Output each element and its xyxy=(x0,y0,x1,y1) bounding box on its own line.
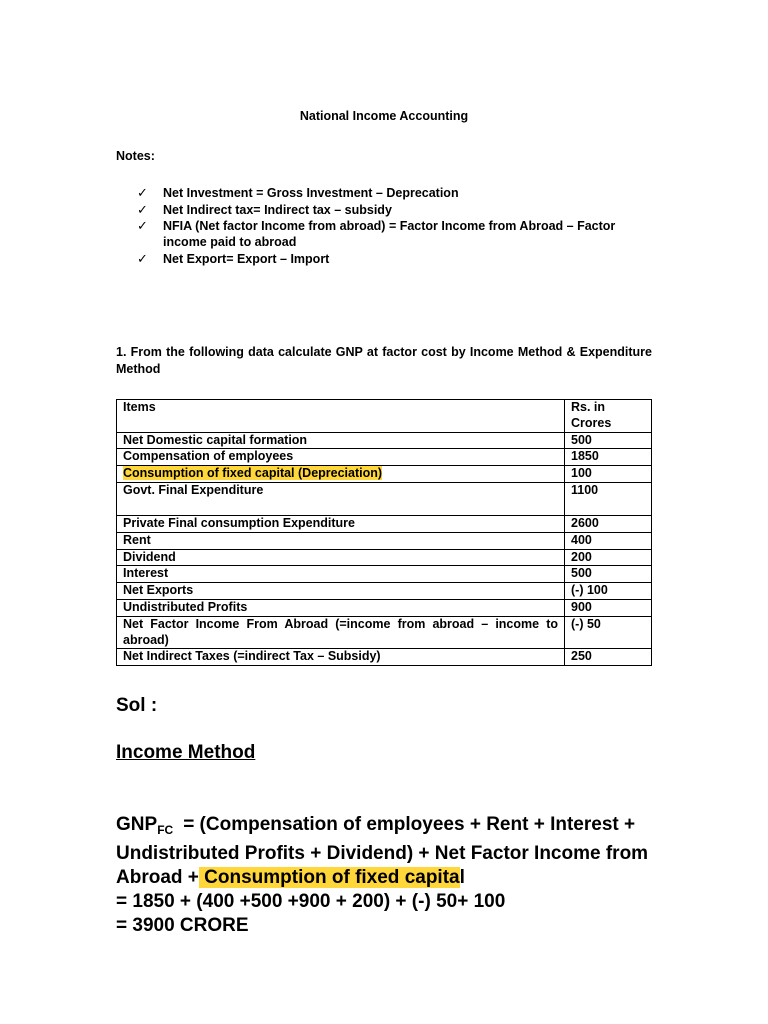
list-item xyxy=(137,185,657,201)
row-value: 100 xyxy=(565,466,652,483)
checkmark-icon: ✓ xyxy=(137,250,148,266)
list-item xyxy=(137,202,657,218)
list-item xyxy=(137,218,657,250)
checkmark-icon: ✓ xyxy=(137,218,148,233)
checkmark-icon: ✓ xyxy=(137,201,148,217)
header-items: Items xyxy=(117,400,565,433)
list-item xyxy=(137,251,657,267)
row-value: 2600 xyxy=(565,515,652,532)
gnp-symbol: GNP xyxy=(116,814,158,835)
method-title: Income Method xyxy=(116,742,256,763)
row-item: Net Exports xyxy=(117,583,565,600)
table-row xyxy=(117,466,652,483)
note-text: Net Investment = Gross Investment – Deprecation xyxy=(163,186,459,200)
table-row xyxy=(117,549,652,566)
table-row xyxy=(117,566,652,583)
formula-result: = 3900 CRORE xyxy=(116,915,249,936)
row-item: Compensation of employees xyxy=(117,449,565,466)
gnp-subscript: FC xyxy=(157,823,174,837)
row-item: Interest xyxy=(117,566,565,583)
row-item: Private Final consumption Expenditure xyxy=(117,515,565,532)
table-row xyxy=(117,532,652,549)
table-row xyxy=(117,649,652,666)
data-table xyxy=(116,399,652,666)
table-row xyxy=(117,449,652,466)
table-row xyxy=(117,482,652,515)
row-value: 1850 xyxy=(565,449,652,466)
row-item: Net Factor Income From Abroad (=income from abroad – income to abroad) xyxy=(117,616,565,649)
row-value: 500 xyxy=(565,432,652,449)
row-item: Rent xyxy=(117,532,565,549)
row-value: (-) 100 xyxy=(565,583,652,600)
row-item: Undistributed Profits xyxy=(117,599,565,616)
row-item: Net Indirect Taxes (=indirect Tax – Subsidy) xyxy=(117,649,565,666)
row-value: 250 xyxy=(565,649,652,666)
table-row xyxy=(117,616,652,649)
note-text: NFIA (Net factor Income from abroad) = Factor Income from Abroad – Factor income paid to abroad xyxy=(163,219,616,249)
formula-line-1 xyxy=(116,813,656,890)
formula-text: = (Compensation of employees + Rent + Interest + Undistributed Profits + Dividend) + Net Factor Income from Abroad + xyxy=(116,814,649,888)
row-value: 400 xyxy=(565,532,652,549)
checkmark-icon: ✓ xyxy=(137,185,148,200)
row-value: (-) 50 xyxy=(565,616,652,649)
row-value: 500 xyxy=(565,566,652,583)
highlighted-text: Consumption of fixed capital (Depreciation) xyxy=(123,466,383,481)
note-text: Net Indirect tax= Indirect tax – subsidy xyxy=(163,202,392,217)
row-item: Net Domestic capital formation xyxy=(117,432,565,449)
question-text: 1. From the following data calculate GNP at factor cost by Income Method & Expenditure Method xyxy=(116,345,652,376)
notes-list xyxy=(137,185,657,267)
row-value: 900 xyxy=(565,599,652,616)
row-value: 1100 xyxy=(565,482,652,515)
row-item: Govt. Final Expenditure xyxy=(117,482,565,515)
gnp-formula xyxy=(116,813,656,938)
notes-heading: Notes: xyxy=(116,149,155,163)
row-value: 200 xyxy=(565,549,652,566)
table-row xyxy=(117,599,652,616)
solution-label: Sol : xyxy=(116,695,158,716)
table-header-row xyxy=(117,400,652,433)
table-row xyxy=(117,515,652,532)
table-row xyxy=(117,583,652,600)
formula-line-2: = 1850 + (400 +500 +900 + 200) + (-) 50+ 100 xyxy=(116,891,506,912)
note-text: Net Export= Export – Import xyxy=(163,251,330,266)
formula-end: l xyxy=(459,867,465,888)
row-item-highlighted xyxy=(117,466,565,483)
table-row xyxy=(117,432,652,449)
page-title: National Income Accounting xyxy=(299,109,469,123)
header-value: Rs. in Crores xyxy=(565,400,652,433)
row-item: Dividend xyxy=(117,549,565,566)
highlighted-text: Consumption of fixed capita xyxy=(198,867,460,888)
